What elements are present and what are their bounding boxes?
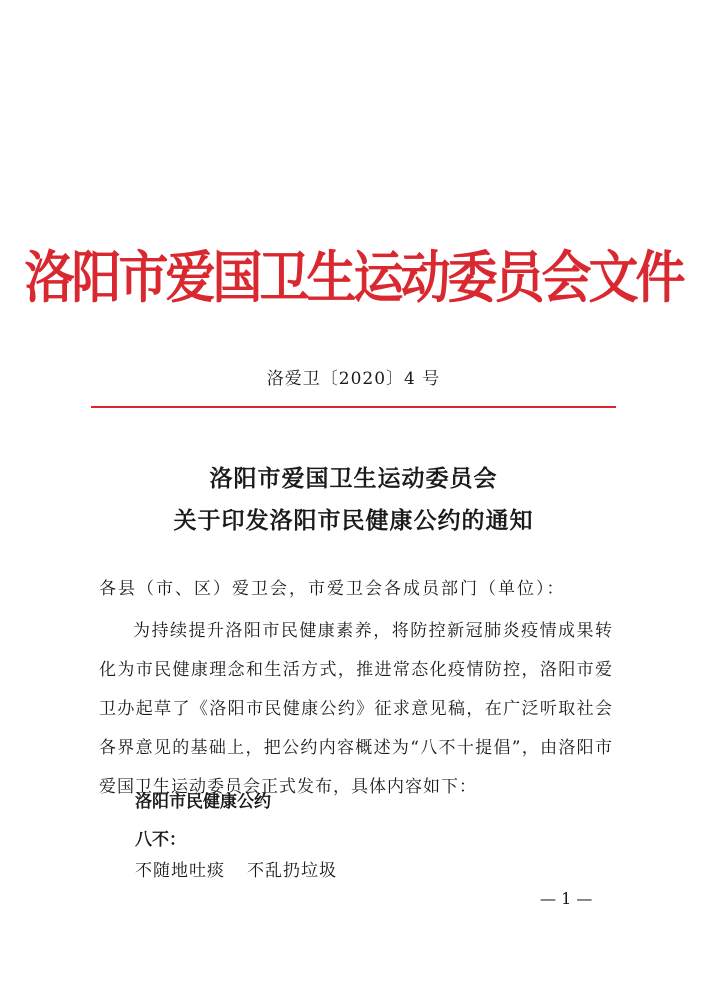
list-item: 不随地吐痰 — [135, 861, 225, 881]
list-item: 不乱扔垃圾 — [247, 861, 337, 881]
items-line — [135, 856, 359, 881]
page-number: — 1 — — [540, 889, 593, 908]
red-divider-line — [91, 406, 616, 408]
salutation: 各县（市、区）爱卫会，市爱卫会各成员部门（单位）： — [99, 579, 566, 599]
notice-title-line-2: 关于印发洛阳市民健康公约的通知 — [173, 507, 534, 534]
notice-title-line-1: 洛阳市爱国卫生运动委员会 — [209, 465, 498, 492]
body-paragraph: 为持续提升洛阳市民健康素养，将防控新冠肺炎疫情成果转化为市民健康理念和生活方式，推进常态化疫情防控，洛阳市爱卫办起草了《洛阳市民健康公约》征求意见稿，在广泛听取社会各界意见的基础上，把公约内容概述为“八不十提倡”，由洛阳市爱国卫生运动委员会正式发布，具体内容如下： — [99, 621, 613, 797]
subsection-title: 八不： — [135, 830, 186, 850]
document-number: 洛爱卫〔2020〕4 号 — [266, 369, 441, 389]
document-masthead: 洛阳市爱国卫生运动委员会文件 — [24, 244, 683, 311]
section-title: 洛阳市民健康公约 — [135, 792, 271, 812]
